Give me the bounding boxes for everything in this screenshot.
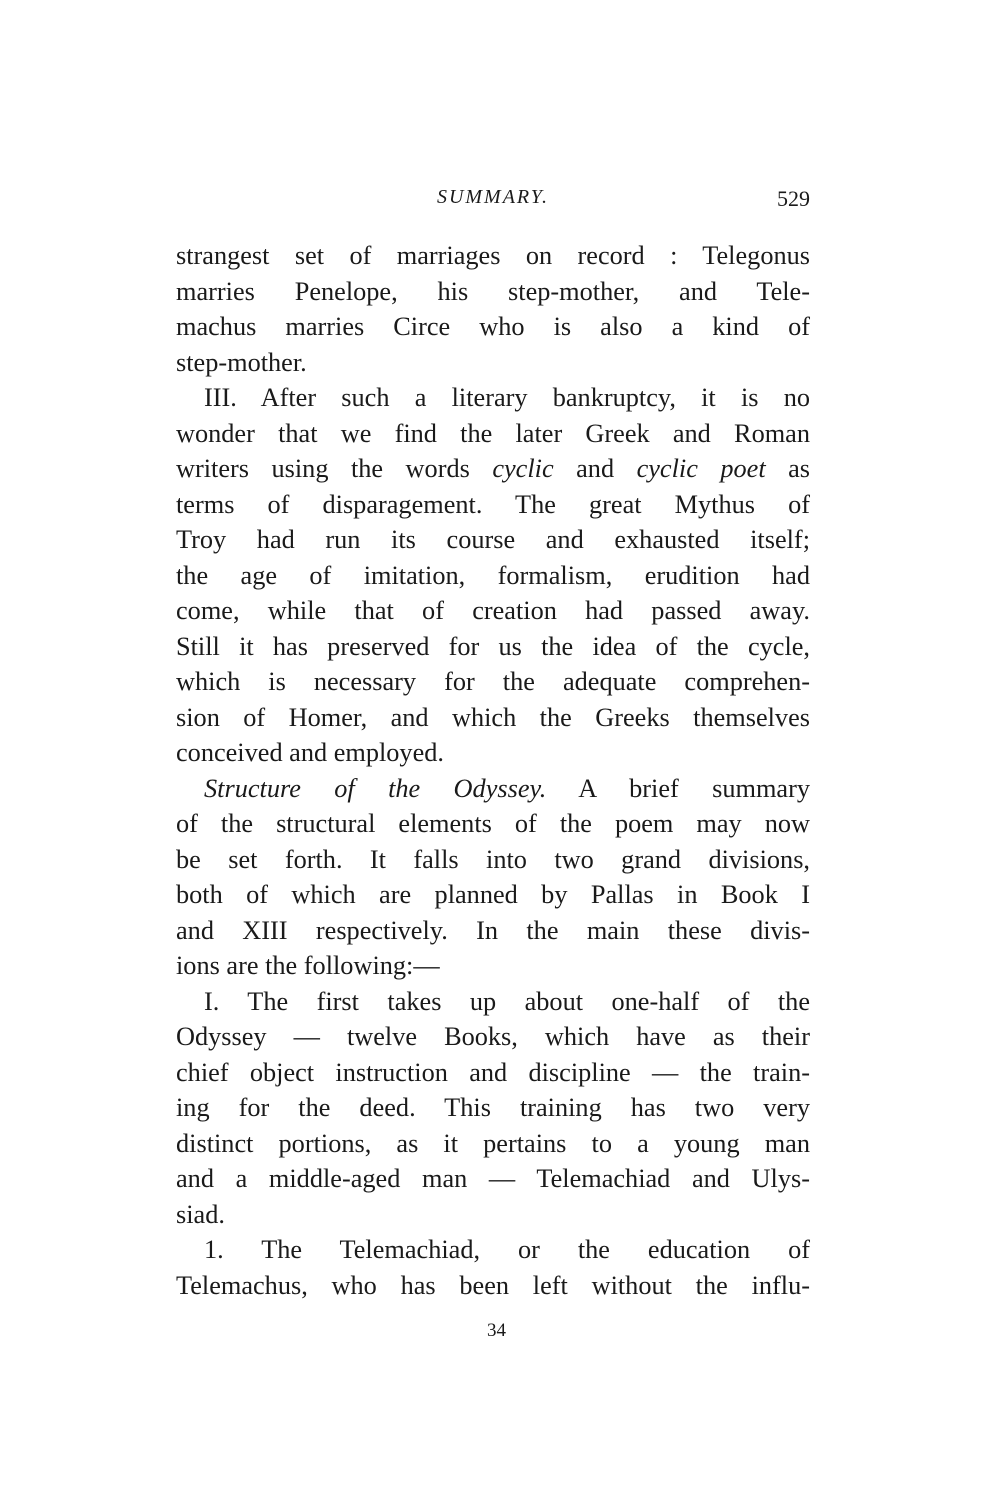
text-line [176, 771, 810, 807]
text-line: marries Penelope, his step-mother, and Tele- [176, 276, 810, 306]
text-line: of the structural elements of the poem may now [176, 809, 810, 838]
text-line: wonder that we find the later Greek and Roman [176, 418, 810, 448]
text-run: A brief summary [578, 773, 811, 803]
text-line: terms of disparagement. The great Mythus of [176, 489, 810, 519]
text-line: chief object instruction and discipline — the train- [176, 1057, 810, 1087]
page-number: 529 [777, 186, 810, 211]
text-line: Troy had run its course and exhausted itself; [176, 525, 810, 554]
section-heading: Structure of the Odyssey. [204, 773, 547, 803]
text-line: Still it has preserved for us the idea of the cycle, [176, 631, 810, 661]
text-line: which is necessary for the adequate comprehen- [176, 667, 810, 696]
text-line: machus marries Circe who is also a kind of [176, 312, 810, 341]
text-line: sion of Homer, and which the Greeks themselves [176, 702, 810, 732]
text-line: step-mother. [176, 347, 307, 377]
text-line: distinct portions, as it pertains to a young man [176, 1128, 810, 1158]
text-line: I. The first takes up about one-half of the [204, 986, 810, 1016]
text-run: writers using the words [176, 454, 470, 483]
text-line: conceived and employed. [176, 738, 444, 767]
text-line: 1. The Telemachiad, or the education of [204, 1235, 810, 1264]
running-title: SUMMARY. [436, 186, 550, 208]
text-line: the age of imitation, formalism, erudition had [176, 560, 810, 590]
text-line: both of which are planned by Pallas in Book I [176, 880, 810, 909]
text-line: siad. [176, 1199, 225, 1229]
italic-term: cyclic [492, 454, 554, 483]
body-text [176, 238, 810, 1303]
text-line: and XIII respectively. In the main these divis- [176, 915, 810, 945]
text-line [176, 451, 810, 487]
text-line: III. After such a literary bankruptcy, it is no [204, 383, 810, 412]
text-line: be set forth. It falls into two grand divisions, [176, 844, 810, 874]
italic-term: cyclic poet [636, 454, 766, 483]
text-run: as [788, 454, 811, 483]
text-line: Odyssey — twelve Books, which have as their [176, 1022, 810, 1051]
text-line: ing for the deed. This training has two very [176, 1093, 810, 1122]
text-run: and [576, 454, 615, 483]
text-line: Telemachus, who has been left without the influ- [176, 1270, 810, 1300]
text-line: and a middle-aged man — Telemachiad and Ulys- [176, 1164, 810, 1193]
signature-mark: 34 [487, 1320, 506, 1341]
text-line: strangest set of marriages on record : Telegonus [176, 241, 810, 270]
text-line: ions are the following:— [176, 951, 440, 980]
running-head [176, 186, 810, 216]
text-line: come, while that of creation had passed away. [176, 596, 810, 625]
